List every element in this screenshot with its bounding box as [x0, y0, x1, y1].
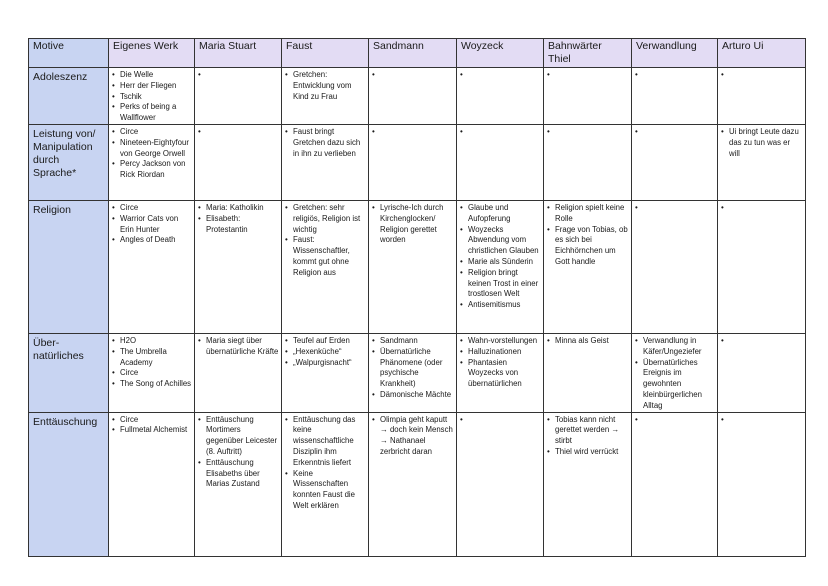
list-item: • Religion spielt keine Rolle [546, 203, 629, 225]
bullet-list [111, 127, 192, 181]
list-item: • Nineteen-Eightyfour von George Orwell [111, 138, 192, 160]
row-header-religion: Religion [29, 201, 109, 334]
list-item: • Ui bringt Leute dazu das zu tun was er will [720, 127, 803, 159]
bullet-list [111, 70, 192, 124]
list-item: • Phantasien Woyzecks von übernatürlichen [459, 358, 541, 390]
list-item: • Faust: Wissenschaftler, kommt gut ohne Religion aus [284, 235, 366, 278]
row-header-adoleszenz: Adoleszenz [29, 68, 109, 125]
bullet-list [197, 203, 279, 235]
table-cell [457, 125, 544, 201]
table-cell [544, 125, 632, 201]
column-header-maria-stuart: Maria Stuart [195, 39, 282, 68]
list-item: • Gretchen: sehr religiös, Religion ist wichtig [284, 203, 366, 235]
table-row-uebernatuerliches [29, 334, 806, 413]
table-cell [109, 412, 195, 556]
table-cell [369, 412, 457, 556]
bullet-list [546, 336, 629, 347]
table-row-adoleszenz [29, 68, 806, 125]
table-cell [718, 334, 806, 413]
column-header-eigenes-werk: Eigenes Werk [109, 39, 195, 68]
row-header-uebernatuerliches: Über-natürliches [29, 334, 109, 413]
list-item: • Dämonische Mächte [371, 390, 454, 401]
table-cell [544, 412, 632, 556]
list-item: • Maria: Katholikin [197, 203, 279, 214]
list-item: • Perks of being a Wallflower [111, 102, 192, 124]
bullet-list [459, 203, 541, 311]
table-cell [195, 412, 282, 556]
table-cell [457, 412, 544, 556]
bullet-list [197, 415, 279, 491]
table-cell [632, 68, 718, 125]
table-cell [109, 201, 195, 334]
bullet-list [111, 415, 192, 437]
list-item: • Thiel wird verrückt [546, 447, 629, 458]
table-cell [369, 68, 457, 125]
column-header-arturo-ui: Arturo Ui [718, 39, 806, 68]
bullet-list [284, 203, 366, 279]
table-cell [282, 334, 369, 413]
table-cell [544, 201, 632, 334]
table-cell [195, 125, 282, 201]
list-item: • Woyzecks Abwendung vom christlichen Glauben [459, 225, 541, 257]
list-item: • „Hexenküche“ [284, 347, 366, 358]
table-cell [282, 201, 369, 334]
column-header-woyzeck: Woyzeck [457, 39, 544, 68]
bullet-list [284, 336, 366, 368]
bullet-list [634, 336, 715, 412]
list-item: • Die Welle [111, 70, 192, 81]
table-cell [369, 201, 457, 334]
list-item: • Maria siegt über übernatürliche Kräfte [197, 336, 279, 358]
bullet-list [371, 203, 454, 246]
header-row [29, 39, 806, 68]
list-item: • Enttäuschung Mortimers gegenüber Leicester (8. Auftritt) [197, 415, 279, 458]
list-item: • Antisemitismus [459, 300, 541, 311]
bullet-list [371, 415, 454, 458]
list-item: • Circe [111, 368, 192, 379]
list-item: • Übernatürliche Phänomene (oder psychische Krankheit) [371, 347, 454, 390]
list-item: • Circe [111, 127, 192, 138]
table-cell [195, 68, 282, 125]
list-item: • Circe [111, 415, 192, 426]
table-cell [718, 125, 806, 201]
table-cell [195, 201, 282, 334]
list-item: • Warrior Cats von Erin Hunter [111, 214, 192, 236]
list-item: • Angles of Death [111, 235, 192, 246]
table-body [29, 68, 806, 557]
list-item: • Minna als Geist [546, 336, 629, 347]
row-header-enttaeuschung: Enttäuschung [29, 412, 109, 556]
list-item: • Religion bringt keinen Trost in einer trostlosen Welt [459, 268, 541, 300]
table-cell [195, 334, 282, 413]
list-item: • Frage von Tobias, ob es sich bei Eichhörnchen um Gott handle [546, 225, 629, 268]
bullet-list [284, 127, 366, 159]
bullet-list [371, 336, 454, 401]
list-item: • Herr der Fliegen [111, 81, 192, 92]
column-header-verwandlung: Verwandlung [632, 39, 718, 68]
bullet-list [546, 415, 629, 458]
list-item: • Glaube und Aufopferung [459, 203, 541, 225]
table-cell [109, 125, 195, 201]
list-item: • The Song of Achilles [111, 379, 192, 390]
column-header-sandmann: Sandmann [369, 39, 457, 68]
table-cell [369, 334, 457, 413]
list-item: • Enttäuschung das keine wissenschaftliche Disziplin ihm Erkenntnis liefert [284, 415, 366, 469]
column-header-bahnwaerter-thiel: Bahnwärter Thiel [544, 39, 632, 68]
bullet-list [546, 203, 629, 268]
table-cell [718, 68, 806, 125]
list-item: • Enttäuschung Elisabeths über Marias Zustand [197, 458, 279, 490]
bullet-list [459, 336, 541, 390]
table-cell [282, 125, 369, 201]
list-item: • Tobias kann nicht gerettet werden → stirbt [546, 415, 629, 447]
list-item: • Verwandlung in Käfer/Ungeziefer [634, 336, 715, 358]
list-item: • Percy Jackson von Rick Riordan [111, 159, 192, 181]
table-row-religion [29, 201, 806, 334]
list-item: • Wahn-vorstellungen [459, 336, 541, 347]
table-cell [282, 412, 369, 556]
bullet-list [111, 203, 192, 246]
table-row-sprache [29, 125, 806, 201]
list-item: • Tschik [111, 92, 192, 103]
table-cell [718, 412, 806, 556]
bullet-list [284, 70, 366, 102]
list-item: • Halluzinationen [459, 347, 541, 358]
bullet-list [111, 336, 192, 390]
list-item: • Gretchen: Entwicklung vom Kind zu Frau [284, 70, 366, 102]
table-cell [282, 68, 369, 125]
list-item: • The Umbrella Academy [111, 347, 192, 369]
table-cell [109, 68, 195, 125]
table-cell [544, 334, 632, 413]
list-item: • Elisabeth: Protestantin [197, 214, 279, 236]
list-item: • Circe [111, 203, 192, 214]
table-cell [632, 201, 718, 334]
list-item: • Teufel auf Erden [284, 336, 366, 347]
table-cell [457, 334, 544, 413]
bullet-list [284, 415, 366, 512]
list-item: • Sandmann [371, 336, 454, 347]
table-cell [369, 125, 457, 201]
motive-table [28, 38, 806, 557]
list-item: • „Walpurgisnacht“ [284, 358, 366, 369]
table-cell [544, 68, 632, 125]
column-header-faust: Faust [282, 39, 369, 68]
list-item: • Übernatürliches Ereignis im gewohnten kleinbürgerlichen Alltag [634, 358, 715, 412]
list-item: • Fullmetal Alchemist [111, 425, 192, 436]
column-header-motive: Motive [29, 39, 109, 68]
table-cell [718, 201, 806, 334]
table-cell [632, 412, 718, 556]
row-header-sprache: Leistung von/ Manipulation durch Sprache* [29, 125, 109, 201]
bullet-list [197, 336, 279, 358]
list-item: • Olimpia geht kaputt → doch kein Mensch → Nathanael zerbricht daran [371, 415, 454, 458]
table-cell [109, 334, 195, 413]
table-row-enttaeuschung [29, 412, 806, 556]
table-cell [457, 68, 544, 125]
bullet-list [720, 127, 803, 159]
table-cell [632, 334, 718, 413]
list-item: • Lyrische-Ich durch Kirchenglocken/ Religion gerettet worden [371, 203, 454, 246]
list-item: • H2O [111, 336, 192, 347]
table-cell [632, 125, 718, 201]
list-item: • Keine Wissenschaften konnten Faust die Welt erklären [284, 469, 366, 512]
list-item: • Marie als Sünderin [459, 257, 541, 268]
list-item: • Faust bringt Gretchen dazu sich in ihn zu verlieben [284, 127, 366, 159]
table-cell [457, 201, 544, 334]
